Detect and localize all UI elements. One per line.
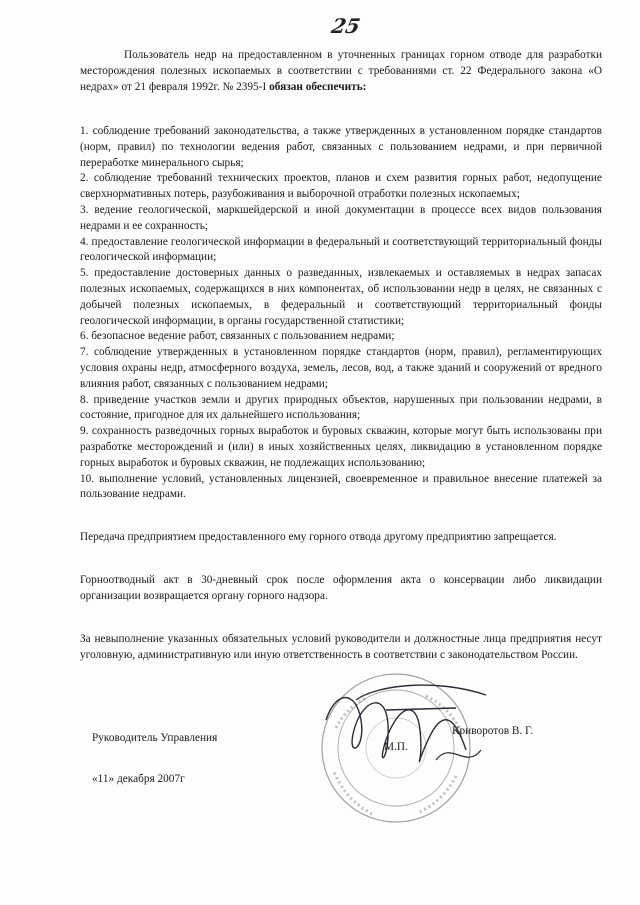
list-item: 7. соблюдение утвержденных в установленном порядке стандартов (норм, правил), регламентирующих условия охраны недр, атмосферного воздуха, земель, лесов, вод, а также зданий и сооружений от вредного влияния работ, связанных с пользованием недрами; xyxy=(80,346,602,390)
list-item: 1. соблюдение требований законодательства, а также утвержденных в установленном порядке стандартов (норм, правил) по технологии ведения работ, связанных с пользованием недрами, и при первичной переработке минерального сырья; xyxy=(80,125,602,169)
list-item: 10. выполнение условий, установленных лицензией, своевременное и правильное внесение платежей за пользование недрами. xyxy=(80,472,602,501)
list-item: 6. безопасное ведение работ, связанных с пользованием недрами; xyxy=(80,330,395,343)
document-date: «11» декабря 2007г xyxy=(92,773,185,785)
list-item: 8. приведение участков земли и других природных объектов, нарушенных при пользовании недрами, в состояние, пригодное для их дальнейшего использования; xyxy=(80,393,602,422)
list-item: 4. предоставление геологической информации в федеральный и соответствующий территориальный фонды геологической информации; xyxy=(80,235,602,264)
act-paragraph: Горноотводный акт в 30-дневный срок после оформления акта о консервации либо ликвидации организации возвращается органу горного надзора. xyxy=(80,574,602,602)
intro-text: Пользователь недр на предоставленном в уточненных границах горном отводе для разработки месторождения полезных ископаемых в соответствии с требованиями ст. 22 Федерального закона «О недрах» от 21 февраля 1992г. № 2395-I xyxy=(80,49,602,93)
signatory-role: Руководитель Управления xyxy=(92,732,218,744)
list-item: 9. сохранность разведочных горных выработок и буровых скважин, которые могут быть использованы при разработке месторождений и (или) в иных хозяйственных целях, ликвидацию в установленном порядке горных выработок и буровых скважин, не подлежащих использованию; xyxy=(80,425,602,469)
obligations-list xyxy=(80,124,602,503)
intro-paragraph xyxy=(80,48,602,95)
intro-bold: обязан обеспечить: xyxy=(269,80,367,93)
stamp-label: М.П. xyxy=(384,741,408,753)
transfer-paragraph: Передача предприятием предоставленного ему горного отвода другому предприятию запрещается. xyxy=(80,531,557,543)
list-item: 3. ведение геологической, маркшейдерской и иной документации в процессе всех видов пользования недрами и ее сохранность; xyxy=(80,203,602,232)
page-number: 25 xyxy=(329,14,363,38)
list-item: 2. соблюдение требований технических проектов, планов и схем развития горных работ, недопущение сверхнормативных потерь, разубоживания и выборочной отработки полезных ископаемых; xyxy=(80,172,602,201)
liability-paragraph: За невыполнение указанных обязательных условий руководители и должностные лица предприятия несут уголовную, административную или иную ответственность в соответствии с законодательством России. xyxy=(80,633,602,661)
signatory-name: Криворотов В. Г. xyxy=(452,725,534,737)
list-item: 5. предоставление достоверных данных о разведанных, извлекаемых и оставляемых в недрах запасах полезных ископаемых, содержащихся в них компонентах, об использовании недр в целях, не связанных с добычей полезных ископаемых, в федеральный и соответствующий территориальный фонды геологической информации, в органы государственной статистики; xyxy=(80,267,602,327)
